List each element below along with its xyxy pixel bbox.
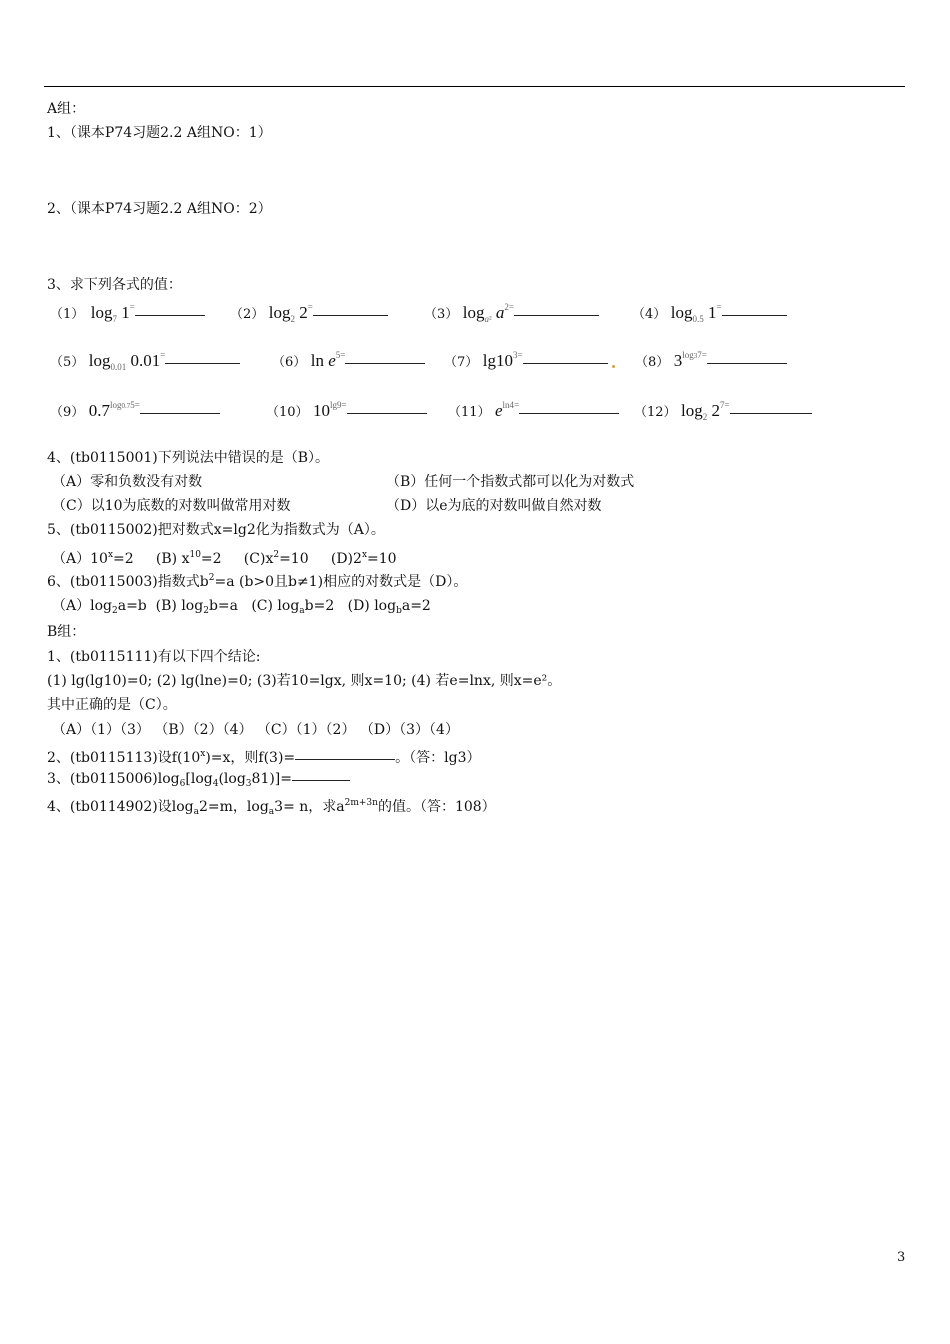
log-item-8: （8） $3^{log37=}$: [635, 350, 787, 371]
item-label: （8）: [635, 355, 670, 370]
group-a-q5-options: $(A)10^x=2$ (B) $x^{10}=2$ $(C)x^2=10$ $(D)2^x=10$: [52, 550, 397, 567]
group-b-q1-ask: 其中正确的是（C）。: [47, 697, 177, 713]
group-a-q4-opt-b: （B）任何一个指数式都可以化为对数式: [386, 474, 635, 490]
log-item-10: （10） $10^{lg9=}$: [266, 400, 427, 421]
group-a-q2: 2、（课本P74习题2.2 A组NO：2）: [47, 201, 272, 217]
group-a-q4-opt-a: （A）零和负数没有对数: [52, 474, 203, 490]
group-b-q2: 2、(tb0115113)设$f(10^x)=x$，则f(3)= 。（答：lg3）: [47, 749, 481, 766]
group-b-q3: 3、$(tb0115006)\log_6[\log_4(\log_381)]=$: [47, 770, 350, 793]
group-a-q4-stem: 4、(tb0115001)下列说法中错误的是（B）。: [47, 450, 330, 466]
group-a-q3: 3、求下列各式的值：: [47, 277, 182, 293]
log-item-12: （12） $\log_2 2^{7=}$: [634, 400, 812, 422]
group-a-q5-stem: 5、(tb0115002)把对数式x=lg2化为指数式为（A）。: [47, 522, 385, 538]
item-label: （11）: [448, 405, 491, 420]
log-item-5: （5） $\log_{0.01} 0.01^=$: [50, 350, 240, 372]
item-label: （10）: [266, 405, 309, 420]
group-b-q4: 4、(tb0114902)设$\log_a2=m$，$\log_a3= n$，求$a^{2m+3n}$的值。（答：108）: [47, 798, 496, 817]
log-item-1: （1） $\log_7 1^=$: [50, 302, 205, 324]
group-a-q4-opt-c: （C）以10为底数的对数叫做常用对数: [52, 498, 291, 514]
item-label: （9）: [50, 405, 85, 420]
group-b-heading: B组：: [47, 624, 86, 640]
group-a-q4-opt-d: （D）以e为底的对数叫做自然对数: [386, 498, 602, 514]
group-a-heading: A组：: [47, 101, 86, 117]
group-b-q1-options: （A）（1）（3） （B）（2）（4） （C）（1）（2） （D）（3）（4）: [52, 722, 459, 738]
item-label: （6）: [272, 355, 307, 370]
group-b-q1-statements: (1) lg(lg10)=0; (2) lg(lne)=0; (3)若10=lgx, 则x=10; (4) 若e=lnx, 则x=e²。: [47, 673, 562, 689]
item-label: （3）: [424, 307, 459, 322]
page-number: 3: [897, 1250, 906, 1265]
log-item-9: （9） $0.7^{log0.75=}$: [50, 400, 220, 421]
log-item-7: （7） $\lg 10^{3=}$: [444, 350, 615, 371]
item-label: （4）: [632, 307, 667, 322]
log-item-3: （3） $\log_{a^2} a^{2=}$: [424, 302, 599, 324]
log-item-2: （2） $\log_2 2^=$: [230, 302, 388, 324]
group-b-q1-stem: 1、(tb0115111)有以下四个结论:: [47, 649, 261, 665]
group-a-q6-stem: 6、(tb0115003)指数式$b^2=a$ (b>0且b≠1)相应的对数式是（D）。: [47, 573, 468, 590]
item-label: （1）: [50, 307, 85, 322]
item-label: （7）: [444, 355, 479, 370]
item-label: （2）: [230, 307, 265, 322]
log-item-4: （4） $\log_{0.5} 1^=$: [632, 302, 787, 324]
item-label: （5）: [50, 355, 85, 370]
header-rule: [44, 86, 905, 87]
stray-mark: [612, 365, 615, 368]
group-a-q1: 1、（课本P74习题2.2 A组NO：1）: [47, 125, 272, 141]
log-item-6: （6） $\ln e^{5=}$: [272, 350, 425, 371]
group-a-q6-options: $(A)\log_2a=b$ (B) $\log_2b=a$ (C) $\log_ab=2$ (D) $\log_ba=2$: [52, 598, 431, 616]
log-item-11: （11） $e^{ln4=}$: [448, 400, 619, 421]
item-label: （12）: [634, 405, 677, 420]
